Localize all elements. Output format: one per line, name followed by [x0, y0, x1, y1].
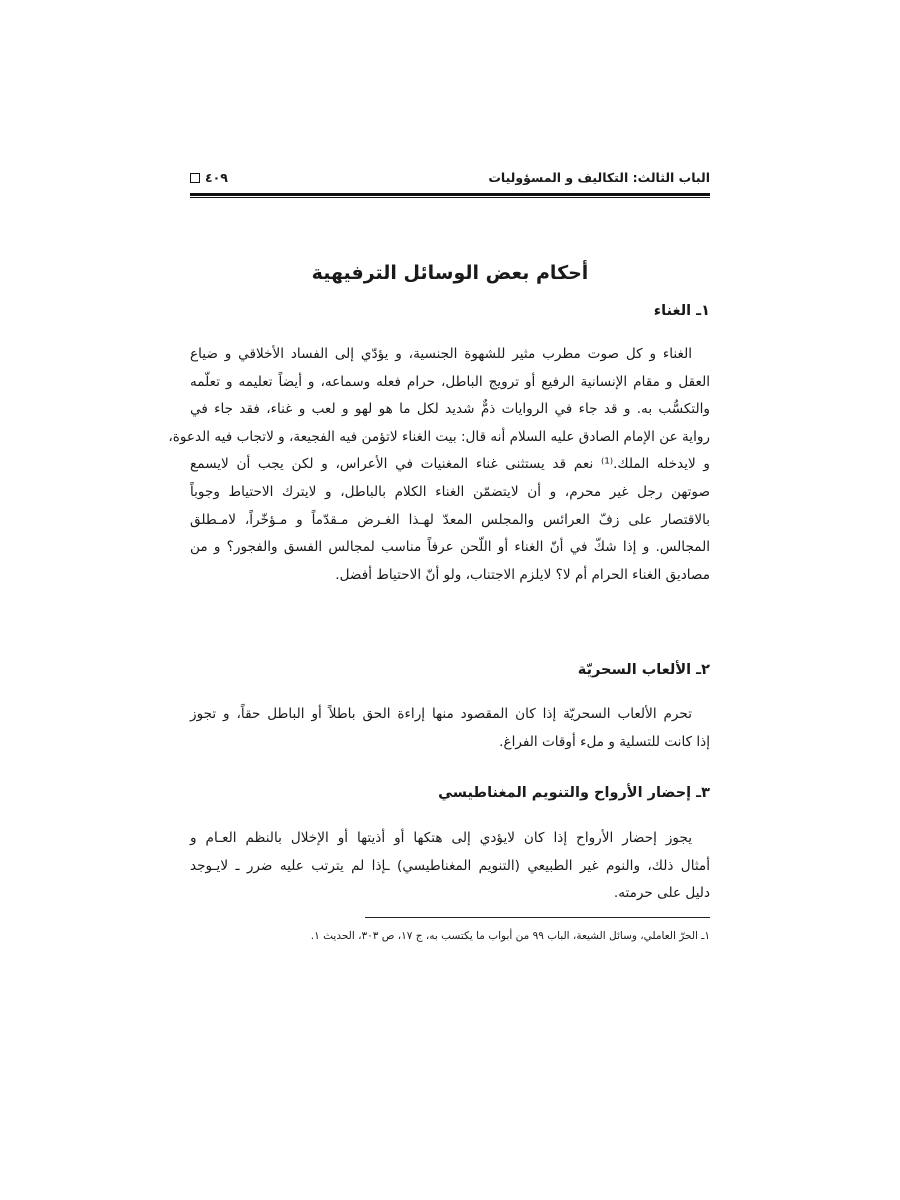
page-title: أحكام بعض الوسائل الترفيهية — [311, 262, 589, 284]
section-body-magic — [190, 701, 710, 756]
text-line: رواية عن الإمام الصادق عليه السلام أنه قال: بيت الغناء لاتؤمن فيه الفجيعة، و لاتجاب فيه الدعوة، — [168, 428, 710, 445]
text-line: مصاديق الغناء الحرام أم لا؟ لايلزم الاجتناب، ولو أنّ الاحتياط أفضل. — [335, 566, 710, 583]
footnote-rule — [365, 917, 710, 918]
text-line: المجالس. و إذا شكّ في أنّ الغناء أو اللّحن عرفاً مناسب لمجالس الفسق والفجور؟ و من — [190, 539, 710, 556]
section-heading-spirits: ٣ـ إحضار الأرواح والتنويم المغناطيسي — [438, 785, 710, 801]
section-body-spirits — [190, 825, 710, 908]
text-line: و لايدخله الملك.⁽¹⁾ نعم قد يستثنى غناء المغنيات في الأعراس، و لكن يجب أن لايسمع — [190, 456, 710, 473]
chapter-title: الباب الثالث: التكاليف و المسؤوليات — [488, 170, 710, 185]
header-rule — [190, 193, 710, 196]
page-number-group — [190, 170, 228, 185]
text-line: الغناء و كل صوت مطرب مثير للشهوة الجنسية، و يؤدّي إلى الفساد الأخلاقي و ضياع — [190, 346, 692, 362]
text-line: والتكسُّب به. و قد جاء في الروايات ذمٌّ شديد لكل ما هو لهو و لعب و غناء، فقد جاء في — [190, 401, 710, 418]
text-line: العقل و مقام الإنسانية الرفيع أو ترويج الباطل، حرام فعله وسماعه، و أيضاً تعليمه و تعلّمه — [190, 373, 710, 390]
page-number: ٤٠٩ — [205, 170, 228, 185]
square-icon — [190, 173, 200, 183]
running-header — [190, 170, 710, 190]
text-line: أمثال ذلك، والنوم غير الطبيعي (التنويم المغناطيسي) ـإذا لم يترتب عليه ضرر ـ لايـوجد — [190, 857, 710, 874]
text-line: صوتهن رجل غير محرم، و أن لايتضمّن الغناء الكلام بالباطل، و لايترك الاحتياط وجوباً — [190, 483, 710, 500]
section-heading-singing: ١ـ الغناء — [653, 303, 710, 319]
text-line: يجوز إحضار الأرواح إذا كان لايؤدي إلى هتكها أو أذيتها أو الإخلال بالنظم العـام و — [190, 830, 692, 846]
text-line: تحرم الألعاب السحريّة إذا كان المقصود منها إراءة الحق باطلاً أو الباطل حقاً، و تجوز — [190, 706, 692, 722]
header-rule-thin — [190, 197, 710, 198]
text-line: إذا كانت للتسلية و ملء أوقات الفراغ. — [499, 733, 710, 750]
section-body-singing — [168, 341, 710, 589]
text-line: بالاقتصار على زفّ العرائس والمجلس المعدّ لهـذا الغـرض مـقدّماً و مـؤخّراً، لامـطلق — [190, 511, 710, 528]
section-heading-magic: ٢ـ الألعاب السحريّة — [577, 662, 710, 678]
text-line: دليل على حرمته. — [613, 885, 710, 902]
footnote: ١ـ الحرّ العاملي، وسائل الشيعة، الباب ٩٩ من أبواب ما يكتسب به، ج ١٧، ص ٣٠٣، الحديث ١. — [310, 930, 710, 942]
